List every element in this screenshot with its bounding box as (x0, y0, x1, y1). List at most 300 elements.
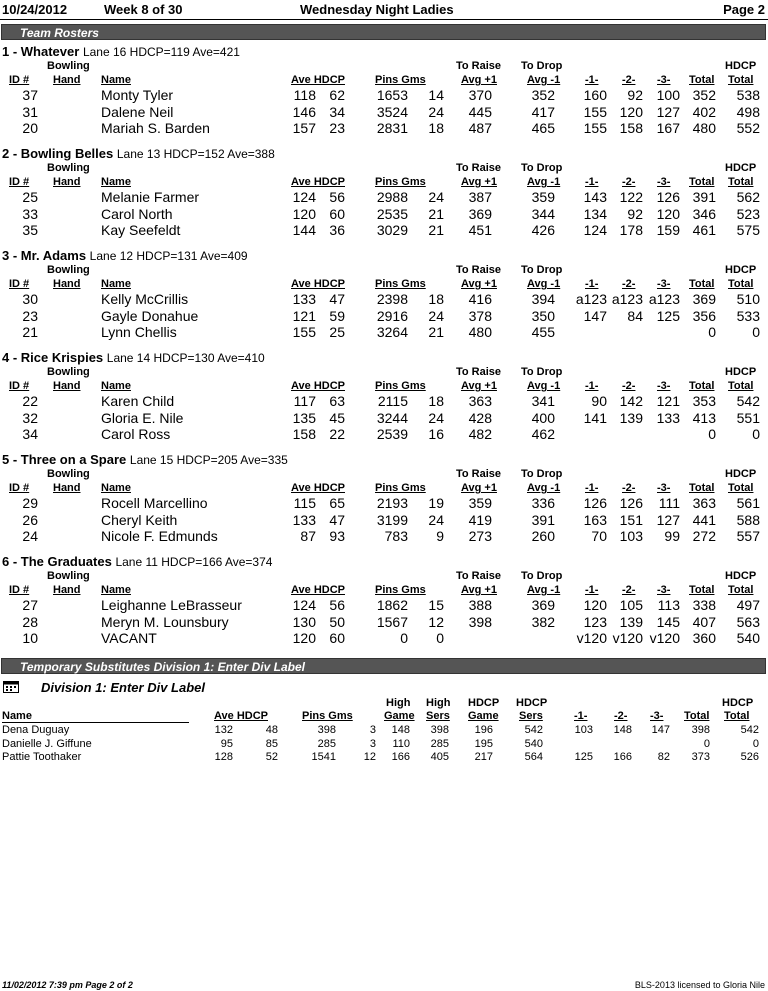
col-game-3: -3- (657, 584, 671, 596)
player-pins: 1653 (376, 87, 408, 103)
col-pins-gms: Pins Gms (375, 584, 426, 596)
col-hdcp-total: Total (728, 74, 754, 86)
col-total: Total (689, 278, 715, 290)
player-games: 18 (428, 120, 444, 136)
player-handicap: 23 (329, 120, 345, 136)
col-avg-minus: Avg -1 (527, 482, 561, 494)
sub-high-game: 148 (391, 724, 410, 736)
player-hdcp-total: 540 (736, 630, 760, 646)
team-name: 3 - Mr. Adams (2, 248, 87, 263)
player-hdcp-total: 552 (736, 120, 760, 136)
sub-col-hdcp-game-top: HDCP (468, 697, 500, 709)
report-date: 10/24/2012 (2, 2, 68, 17)
player-to-drop: 260 (531, 528, 555, 544)
player-games: 21 (428, 205, 444, 222)
col-bowling: Bowling (47, 570, 90, 582)
player-pins: 2831 (376, 120, 408, 136)
player-name: Melanie Farmer (101, 189, 200, 205)
col-to-drop: To Drop (521, 162, 563, 174)
player-to-drop: 394 (531, 291, 555, 307)
player-id: 25 (22, 189, 38, 205)
player-total: 480 (692, 120, 716, 136)
sub-game-1: 125 (574, 751, 593, 763)
sub-col-hdcp-total-top: HDCP (722, 697, 754, 709)
player-id: 34 (22, 426, 38, 442)
col-name: Name (101, 584, 131, 596)
footer-print-info: 11/02/2012 7:39 pm Page 2 of 2 (2, 980, 133, 990)
col-game-2: -2- (622, 278, 636, 290)
player-total: 363 (692, 495, 716, 511)
team-name: 5 - Three on a Spare (2, 452, 127, 467)
player-game-2: 84 (627, 307, 643, 324)
player-average: 144 (292, 222, 316, 238)
sub-hdcp-game: 195 (474, 737, 493, 750)
col-game-1: -1- (585, 482, 599, 494)
sub-average: 132 (214, 724, 233, 736)
player-pins: 3244 (376, 409, 408, 426)
player-name: Rocell Marcellino (101, 495, 208, 511)
sub-handicap: 48 (265, 724, 278, 736)
player-game-1: 126 (583, 495, 607, 511)
player-to-drop: 391 (531, 511, 555, 528)
sub-total: 398 (691, 724, 710, 736)
player-average: 133 (292, 291, 316, 307)
player-game-2: 92 (627, 87, 643, 103)
col-hdcp: HDCP (725, 162, 757, 174)
team-block (0, 146, 768, 248)
player-total: 391 (692, 189, 716, 205)
sub-game-1: 103 (574, 724, 593, 736)
player-pins: 2535 (376, 205, 408, 222)
col-bowling: Bowling (47, 60, 90, 72)
sub-hdcp-total: 542 (740, 724, 759, 736)
col-game-3: -3- (657, 74, 671, 86)
col-total: Total (689, 176, 715, 188)
col-bowling: Bowling (47, 162, 90, 174)
sub-pins: 285 (317, 737, 336, 750)
sub-total: 0 (703, 737, 710, 750)
sub-handicap: 52 (265, 751, 278, 763)
col-hand: Hand (53, 176, 81, 188)
player-name: Gloria E. Nile (101, 409, 184, 426)
player-handicap: 47 (329, 511, 345, 528)
col-ave-hdcp: Ave HDCP (291, 74, 345, 86)
sub-hdcp-total: 0 (752, 737, 759, 750)
player-game-3: v120 (649, 630, 680, 646)
col-to-raise: To Raise (456, 570, 502, 582)
col-name: Name (101, 380, 131, 392)
col-avg-plus: Avg +1 (461, 584, 497, 596)
col-ave-hdcp: Ave HDCP (291, 380, 345, 392)
col-id: ID # (9, 278, 30, 290)
col-to-raise: To Raise (456, 468, 502, 480)
page-number: Page 2 (723, 2, 765, 17)
player-hdcp-total: 0 (752, 426, 760, 442)
col-bowling: Bowling (47, 366, 90, 378)
player-name: Lynn Chellis (101, 324, 177, 340)
col-id: ID # (9, 74, 30, 86)
player-handicap: 34 (329, 103, 345, 120)
player-to-raise: 369 (468, 205, 492, 222)
player-games: 18 (428, 291, 444, 307)
player-pins: 1567 (376, 613, 408, 630)
player-to-raise: 416 (468, 291, 492, 307)
team-block (0, 554, 768, 656)
player-game-2: 151 (619, 511, 643, 528)
sub-name: Danielle J. Giffune (2, 737, 92, 750)
sub-high-series: 405 (430, 751, 449, 763)
sub-games: 3 (369, 737, 376, 750)
col-pins-gms: Pins Gms (375, 380, 426, 392)
player-pins: 2398 (376, 291, 408, 307)
league-name: Wednesday Night Ladies (300, 2, 454, 17)
col-hand: Hand (53, 584, 81, 596)
player-hdcp-total: 510 (736, 291, 760, 307)
player-game-2: 105 (619, 597, 643, 613)
col-to-raise: To Raise (456, 162, 502, 174)
player-hdcp-total: 551 (736, 409, 760, 426)
player-games: 9 (436, 528, 444, 544)
col-to-raise: To Raise (456, 264, 502, 276)
player-game-2: 103 (619, 528, 643, 544)
player-game-3: a123 (648, 291, 680, 307)
player-hdcp-total: 563 (736, 613, 760, 630)
sub-col-game-2: -2- (614, 710, 628, 722)
col-avg-minus: Avg -1 (527, 278, 561, 290)
player-to-drop: 426 (531, 222, 555, 238)
player-to-drop: 455 (531, 324, 555, 340)
sub-col-high-game: Game (384, 710, 415, 722)
player-handicap: 56 (329, 189, 345, 205)
col-total: Total (689, 74, 715, 86)
sub-game-2: 166 (613, 751, 632, 763)
player-to-drop: 359 (531, 189, 555, 205)
col-name: Name (101, 74, 131, 86)
player-games: 0 (436, 630, 444, 646)
player-to-drop: 465 (531, 120, 555, 136)
player-game-3: 125 (656, 307, 680, 324)
sub-col-ave-hdcp: Ave HDCP (214, 710, 268, 722)
player-to-raise: 451 (468, 222, 492, 238)
col-game-2: -2- (622, 176, 636, 188)
player-to-raise: 388 (468, 597, 492, 613)
player-pins: 1862 (376, 597, 408, 613)
player-total: 353 (692, 393, 716, 409)
sub-hdcp-game: 217 (474, 751, 493, 763)
player-game-3: 145 (656, 613, 680, 630)
player-id: 22 (22, 393, 38, 409)
player-handicap: 45 (329, 409, 345, 426)
player-id: 23 (22, 307, 38, 324)
team-block (0, 44, 768, 146)
team-meta: Lane 14 HDCP=130 Ave=410 (106, 351, 265, 365)
team-title (2, 452, 288, 467)
sub-col-total: Total (684, 710, 710, 722)
team-block (0, 350, 768, 452)
player-hdcp-total: 538 (736, 87, 760, 103)
player-to-raise: 398 (468, 613, 492, 630)
player-average: 121 (292, 307, 316, 324)
sub-pins: 1541 (311, 751, 336, 763)
col-game-2: -2- (622, 380, 636, 392)
col-avg-minus: Avg -1 (527, 584, 561, 596)
player-id: 27 (22, 597, 38, 613)
col-game-2: -2- (622, 482, 636, 494)
player-hdcp-total: 497 (736, 597, 760, 613)
team-rosters-bar (1, 24, 766, 40)
col-game-2: -2- (622, 74, 636, 86)
player-games: 14 (428, 87, 444, 103)
player-handicap: 60 (329, 205, 345, 222)
player-handicap: 50 (329, 613, 345, 630)
sub-col-high-sers-top: High (426, 697, 451, 709)
player-hdcp-total: 562 (736, 189, 760, 205)
player-average: 124 (292, 597, 316, 613)
col-total: Total (689, 482, 715, 494)
sub-col-game-3: -3- (650, 710, 664, 722)
player-name: Carol North (101, 205, 173, 222)
col-avg-plus: Avg +1 (461, 482, 497, 494)
col-hdcp-total: Total (728, 176, 754, 188)
player-to-raise: 363 (468, 393, 492, 409)
player-game-3: 127 (656, 103, 680, 120)
col-pins-gms: Pins Gms (375, 482, 426, 494)
player-to-raise: 487 (468, 120, 492, 136)
team-block (0, 248, 768, 350)
player-handicap: 22 (329, 426, 345, 442)
player-pins: 2539 (376, 426, 408, 442)
col-id: ID # (9, 176, 30, 188)
sub-handicap: 85 (265, 737, 278, 750)
col-total: Total (689, 380, 715, 392)
sub-col-high-game-top: High (386, 697, 411, 709)
player-total: 272 (692, 528, 716, 544)
player-id: 37 (22, 87, 38, 103)
player-average: 155 (292, 324, 316, 340)
player-to-drop: 462 (531, 426, 555, 442)
team-name: 6 - The Graduates (2, 554, 112, 569)
player-pins: 2115 (377, 393, 408, 409)
player-name: Mariah S. Barden (101, 120, 210, 136)
player-total: 352 (692, 87, 716, 103)
player-game-1: 160 (583, 87, 607, 103)
player-game-3: 127 (656, 511, 680, 528)
player-handicap: 59 (329, 307, 345, 324)
player-average: 157 (292, 120, 316, 136)
player-handicap: 25 (329, 324, 345, 340)
player-total: 0 (708, 324, 716, 340)
col-pins-gms: Pins Gms (375, 278, 426, 290)
player-hdcp-total: 561 (736, 495, 760, 511)
player-game-1: 123 (583, 613, 607, 630)
player-game-2: 158 (619, 120, 643, 136)
sub-hdcp-total: 526 (740, 751, 759, 763)
col-avg-minus: Avg -1 (527, 380, 561, 392)
col-avg-minus: Avg -1 (527, 74, 561, 86)
col-game-1: -1- (585, 176, 599, 188)
player-total: 407 (692, 613, 716, 630)
col-name: Name (101, 482, 131, 494)
col-to-drop: To Drop (521, 60, 563, 72)
player-game-1: 120 (583, 597, 607, 613)
player-games: 24 (428, 307, 444, 324)
col-hand: Hand (53, 74, 81, 86)
team-title (2, 146, 275, 161)
player-average: 117 (293, 393, 316, 409)
col-hdcp: HDCP (725, 468, 757, 480)
player-game-3: 120 (656, 205, 680, 222)
player-game-2: 142 (619, 393, 643, 409)
calendar-icon (3, 680, 19, 693)
sub-col-hdcp-game: Game (468, 710, 499, 722)
player-to-drop: 336 (531, 495, 555, 511)
player-name: Gayle Donahue (101, 307, 199, 324)
player-average: 130 (292, 613, 316, 630)
player-game-3: 100 (656, 87, 680, 103)
team-meta: Lane 12 HDCP=131 Ave=409 (89, 249, 248, 263)
player-name: VACANT (101, 630, 157, 646)
team-title (2, 248, 248, 263)
col-bowling: Bowling (47, 468, 90, 480)
col-avg-plus: Avg +1 (461, 176, 497, 188)
footer-license: BLS-2013 licensed to Gloria Nile (634, 980, 765, 990)
player-hdcp-total: 0 (752, 324, 760, 340)
player-average: 120 (292, 630, 316, 646)
player-average: 146 (292, 103, 316, 120)
player-to-raise: 378 (468, 307, 492, 324)
sub-game-2: 148 (613, 724, 632, 736)
player-game-1: 147 (583, 307, 607, 324)
player-handicap: 93 (329, 528, 345, 544)
player-name: Kelly McCrillis (101, 291, 189, 307)
col-id: ID # (9, 380, 30, 392)
player-id: 10 (22, 630, 38, 646)
col-avg-minus: Avg -1 (527, 176, 561, 188)
division-title: Division 1: Enter Div Label (41, 680, 205, 695)
player-to-raise: 419 (468, 511, 492, 528)
team-name: 2 - Bowling Belles (2, 146, 114, 161)
col-pins-gms: Pins Gms (375, 74, 426, 86)
player-total: 0 (708, 426, 716, 442)
player-game-1: 155 (583, 103, 607, 120)
player-game-1: 70 (591, 528, 607, 544)
col-avg-plus: Avg +1 (461, 380, 497, 392)
sub-hdcp-series: 542 (524, 724, 543, 736)
player-games: 24 (428, 103, 444, 120)
col-pins-gms: Pins Gms (375, 176, 426, 188)
player-total: 360 (692, 630, 716, 646)
player-game-3: 126 (656, 189, 680, 205)
col-ave-hdcp: Ave HDCP (291, 584, 345, 596)
player-game-2: 122 (619, 189, 643, 205)
player-handicap: 65 (329, 495, 345, 511)
player-pins: 2988 (376, 189, 408, 205)
col-hand: Hand (53, 482, 81, 494)
player-hdcp-total: 588 (736, 511, 760, 528)
col-ave-hdcp: Ave HDCP (291, 176, 345, 188)
player-game-1: 163 (583, 511, 607, 528)
player-game-2: 139 (619, 409, 643, 426)
player-game-3: 121 (656, 393, 680, 409)
team-title (2, 44, 240, 59)
sub-games: 3 (369, 724, 376, 736)
player-total: 356 (692, 307, 716, 324)
sub-total: 373 (691, 751, 710, 763)
player-to-raise: 480 (468, 324, 492, 340)
player-average: 120 (292, 205, 316, 222)
col-hdcp-total: Total (728, 482, 754, 494)
player-to-drop: 350 (531, 307, 555, 324)
col-name: Name (101, 278, 131, 290)
player-game-1: 134 (583, 205, 607, 222)
col-hdcp-total: Total (728, 380, 754, 392)
player-game-3: 159 (656, 222, 680, 238)
player-games: 24 (428, 189, 444, 205)
col-avg-plus: Avg +1 (461, 278, 497, 290)
sub-col-name: Name (2, 710, 189, 723)
team-title (2, 554, 272, 569)
player-game-3: 111 (658, 495, 680, 511)
player-to-raise: 445 (468, 103, 492, 120)
col-game-3: -3- (657, 176, 671, 188)
sub-name: Dena Duguay (2, 724, 70, 736)
team-meta: Lane 16 HDCP=119 Ave=421 (82, 45, 240, 59)
player-game-3: 113 (657, 597, 680, 613)
sub-hdcp-series: 564 (524, 751, 543, 763)
team-meta: Lane 13 HDCP=152 Ave=388 (116, 147, 275, 161)
player-game-1: 143 (583, 189, 607, 205)
col-hdcp-total: Total (728, 584, 754, 596)
player-games: 21 (428, 222, 444, 238)
sub-col-hdcp-total: Total (724, 710, 750, 722)
player-name: Dalene Neil (101, 103, 174, 120)
player-game-2: 120 (619, 103, 643, 120)
player-hdcp-total: 557 (736, 528, 760, 544)
team-name: 4 - Rice Krispies (2, 350, 104, 365)
col-game-3: -3- (657, 380, 671, 392)
col-to-drop: To Drop (521, 570, 563, 582)
player-name: Leighanne LeBrasseur (101, 597, 242, 613)
team-block (0, 452, 768, 554)
team-meta: Lane 11 HDCP=166 Ave=374 (115, 555, 273, 569)
player-id: 29 (22, 495, 38, 511)
col-to-drop: To Drop (521, 468, 563, 480)
player-name: Cheryl Keith (101, 511, 178, 528)
col-hand: Hand (53, 380, 81, 392)
col-id: ID # (9, 482, 30, 494)
player-average: 87 (300, 528, 316, 544)
player-to-raise: 273 (468, 528, 492, 544)
col-hdcp: HDCP (725, 366, 757, 378)
player-to-drop: 400 (531, 409, 555, 426)
sub-game-3: 147 (651, 724, 670, 736)
sub-col-hdcp-sers: Sers (519, 710, 543, 722)
sub-high-series: 285 (430, 737, 449, 750)
sub-average: 128 (214, 751, 233, 763)
sub-games: 12 (363, 751, 376, 763)
col-ave-hdcp: Ave HDCP (291, 482, 345, 494)
header-rule (0, 19, 768, 20)
col-bowling: Bowling (47, 264, 90, 276)
substitutes-bar (1, 658, 766, 674)
sub-high-series: 398 (430, 724, 449, 736)
player-average: 133 (292, 511, 316, 528)
col-ave-hdcp: Ave HDCP (291, 278, 345, 290)
col-id: ID # (9, 584, 30, 596)
player-to-raise: 428 (468, 409, 492, 426)
sub-col-hdcp-sers-top: HDCP (516, 697, 548, 709)
sub-hdcp-series: 540 (524, 737, 543, 750)
